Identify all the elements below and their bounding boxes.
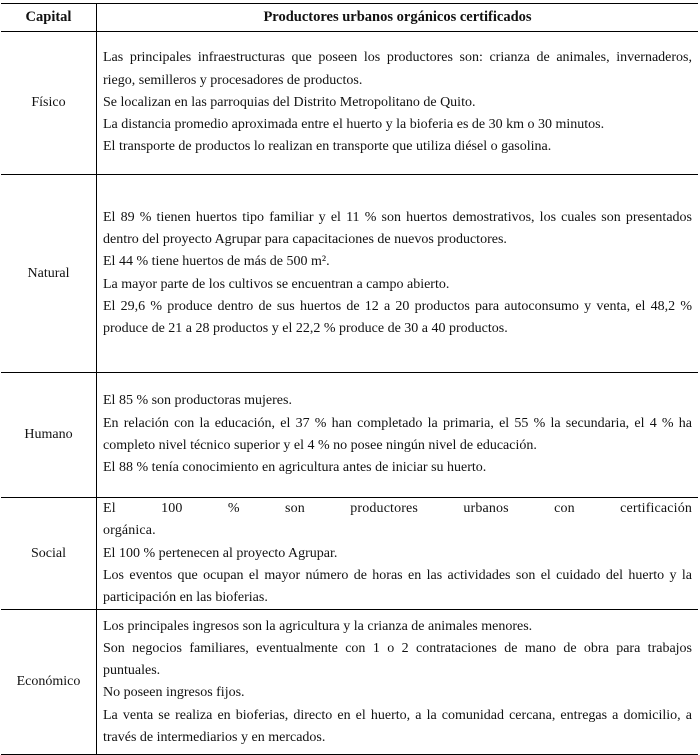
description-cell xyxy=(97,610,699,755)
capital-cell: Económico xyxy=(1,610,97,755)
list-item: El 88 % tenía conocimiento en agricultura antes de iniciar su huerto. xyxy=(103,460,487,476)
list-item: El 100 % pertenecen al proyecto Agrupar. xyxy=(103,545,338,561)
description-cell xyxy=(97,498,699,610)
capital-cell: Humano xyxy=(1,373,97,498)
list-item: Los eventos que ocupan el mayor número de horas en las actividades son el cuidado del huerto y la participación en las bioferias. xyxy=(103,567,692,606)
header-row xyxy=(1,4,698,32)
list-item: El 85 % son productoras mujeres. xyxy=(103,393,292,409)
capital-cell: Físico xyxy=(1,32,97,175)
list-item: El 44 % tiene huertos de más de 500 m². xyxy=(103,254,330,270)
description-cell xyxy=(97,373,699,498)
table-row xyxy=(1,175,698,373)
list-item: La mayor parte de los cultivos se encuentran a campo abierto. xyxy=(103,276,450,292)
header-capital: Capital xyxy=(1,4,97,32)
list-item: La venta se realiza en bioferias, directo en el huerto, a la comunidad cercana, entregas a domicilio, a través de intermediarios y en mercados. xyxy=(103,707,692,746)
table-row xyxy=(1,32,698,175)
list-item: Se localizan en las parroquias del Distrito Metropolitano de Quito. xyxy=(103,94,476,110)
list-item: El 100 % son productores urbanos con certificación orgánica. xyxy=(103,501,692,539)
description-cell xyxy=(97,32,699,175)
table-row xyxy=(1,610,698,755)
list-item: El 29,6 % produce dentro de sus huertos de 12 a 20 productos para autoconsumo y venta, el 48,2 % produce de 21 a 28 productos y el 22,2 % produce de 30 a 40 productos. xyxy=(103,298,692,337)
list-item: Son negocios familiares, eventualmente con 1 o 2 contrataciones de mano de obra para trabajos puntuales. xyxy=(103,640,692,679)
list-item: Los principales ingresos son la agricultura y la crianza de animales menores. xyxy=(103,618,533,634)
list-item: La distancia promedio aproximada entre el huerto y la bioferia es de 30 km o 30 minutos. xyxy=(103,117,605,133)
list-item: Las principales infraestructuras que poseen los productores son: crianza de animales, invernaderos, riego, semilleros y procesadores de productos. xyxy=(103,50,692,88)
capital-cell: Natural xyxy=(1,175,97,373)
table-row xyxy=(1,498,698,610)
list-item: En relación con la educación, el 37 % han completado la primaria, el 55 % la secundaria, el 4 % ha completo nivel técnico superior y el 4 % no posee ningún nivel de educación. xyxy=(103,415,692,453)
list-item: El transporte de productos lo realizan en transporte que utiliza diésel o gasolina. xyxy=(103,139,552,155)
capitals-table xyxy=(1,3,698,755)
table-row xyxy=(1,373,698,498)
capital-cell: Social xyxy=(1,498,97,610)
description-cell xyxy=(97,175,699,373)
list-item: No poseen ingresos fijos. xyxy=(103,685,245,701)
header-productores: Productores urbanos orgánicos certificados xyxy=(97,4,699,32)
list-item: El 89 % tienen huertos tipo familiar y el 11 % son huertos demostrativos, los cuales son presentados dentro del proyecto Agrupar para capacitaciones de nuevos productores. xyxy=(103,209,692,247)
